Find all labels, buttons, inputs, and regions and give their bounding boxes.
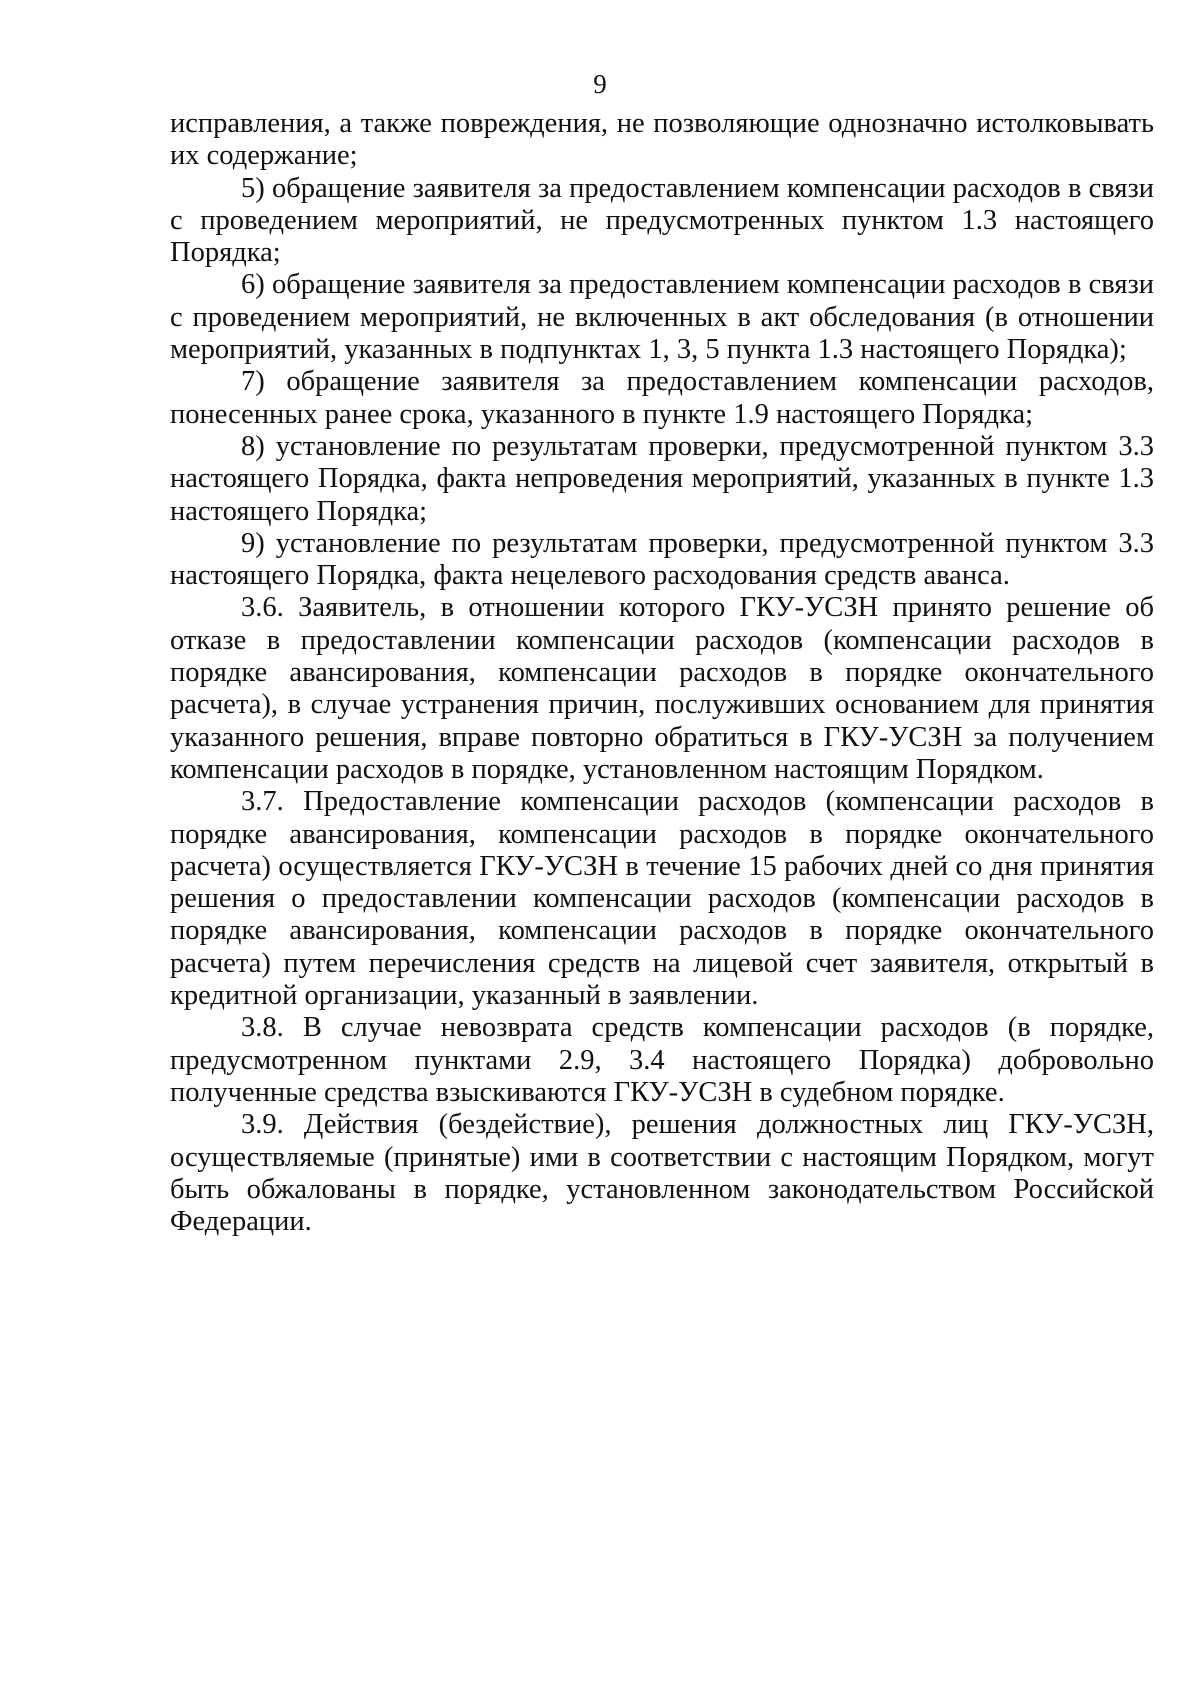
clause-3-7: 3.7. Предоставление компенсации расходов (компенсации расходов в порядке авансирования, компенсации расходов в порядке окончательного расчета) осуществляется ГКУ-УСЗН в течение 15 рабочих дней со дня принятия решения о предоставлении компенсации расходов (компенсации расходов в порядке авансирования, компенсации расходов в порядке окончательного расчета) путем перечисления средств на лицевой счет заявителя, открытый в кредитной организации, указанный в заявлении. <box>170 786 1154 1012</box>
clause-3-8: 3.8. В случае невозврата средств компенсации расходов (в порядке, предусмотренном пунктами 2.9, 3.4 настоящего Порядка) добровольно полученные средства взыскиваются ГКУ-УСЗН в судебном порядке. <box>170 1012 1154 1108</box>
page-number: 9 <box>593 69 607 99</box>
list-item-8: 8) установление по результатам проверки, предусмотренной пунктом 3.3 настоящего Порядка, факта непроведения мероприятий, указанных в пункте 1.3 настоящего Порядка; <box>170 430 1154 527</box>
clause-3-6: 3.6. Заявитель, в отношении которого ГКУ-УСЗН принято решение об отказе в предоставлении компенсации расходов (компенсации расходов в порядке авансирования, компенсации расходов в порядке окончательного расчета), в случае устранения причин, послуживших основанием для принятия указанного решения, вправе повторно обратиться в ГКУ-УСЗН за получением компенсации расходов в порядке, установленном настоящим Порядком. <box>170 592 1154 785</box>
list-item-5: 5) обращение заявителя за предоставлением компенсации расходов в связи с проведением мероприятий, не предусмотренных пунктом 1.3 настоящего Порядка; <box>170 172 1154 269</box>
paragraph-continuation: исправления, а также повреждения, не позволяющие однозначно истолковывать их содержание; <box>170 108 1154 172</box>
document-body <box>170 108 1154 1238</box>
list-item-6: 6) обращение заявителя за предоставлением компенсации расходов в связи с проведением мероприятий, не включенных в акт обследования (в отношении мероприятий, указанных в подпунктах 1, 3, 5 пункта 1.3 настоящего Порядка); <box>170 269 1154 366</box>
clause-3-9: 3.9. Действия (бездействие), решения должностных лиц ГКУ-УСЗН, осуществляемые (принятые) ими в соответствии с настоящим Порядком, могут быть обжалованы в порядке, установленном законодательством Российской Федерации. <box>170 1109 1154 1238</box>
list-item-9: 9) установление по результатам проверки, предусмотренной пунктом 3.3 настоящего Порядка, факта нецелевого расходования средств аванса. <box>170 527 1154 592</box>
list-item-7: 7) обращение заявителя за предоставлением компенсации расходов, понесенных ранее срока, указанного в пункте 1.9 настоящего Порядка; <box>170 366 1154 430</box>
